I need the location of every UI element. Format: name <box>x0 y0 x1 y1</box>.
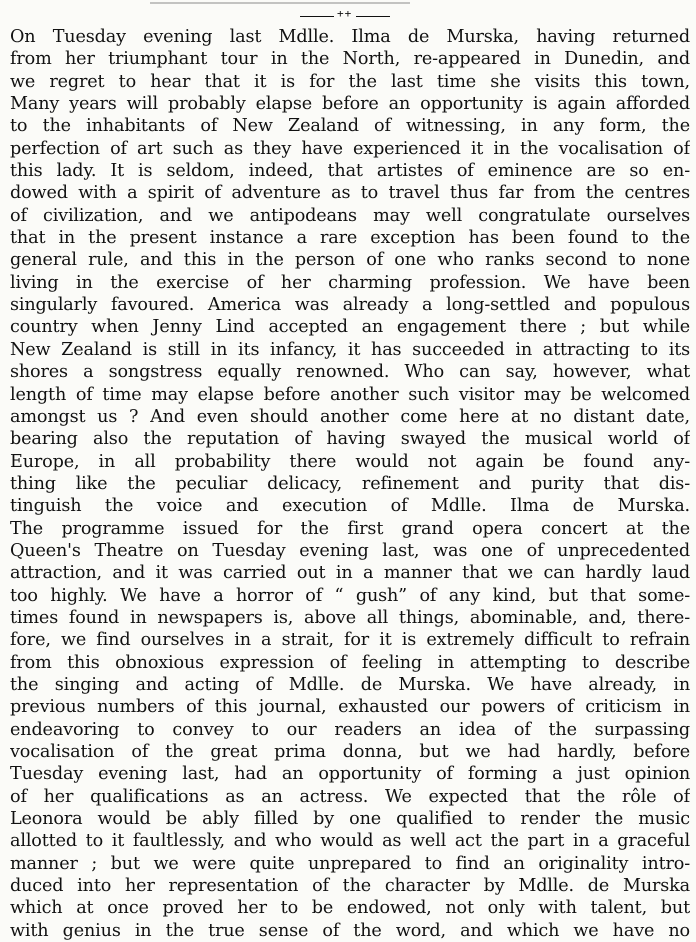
article-line: thing like the peculiar delicacy, refinement and purity that dis- <box>10 473 690 494</box>
article-line: of civilization, and we antipodeans may well congratulate ourselves <box>10 205 690 226</box>
article-line: singularly favoured. America was already a long-settled and populous <box>10 295 690 316</box>
article-line: times found in newspapers is, above all things, abominable, and, there- <box>10 607 690 628</box>
article-line: perfection of art such as they have experienced it in the vocalisation of <box>10 138 690 159</box>
article-line: vocalisation of the great prima donna, but we had hardly, before <box>10 742 690 762</box>
section-ornament <box>300 7 390 22</box>
article-line: dowed with a spirit of adventure as to travel thus far from the centres <box>10 183 690 204</box>
ornament-rule-left <box>300 16 334 17</box>
article-line: living in the exercise of her charming profession. We have been <box>10 272 690 293</box>
article-line: shores a songstress equally renowned. Who can say, however, what <box>10 362 690 383</box>
article-line: which at once proved her to be endowed, not only with talent, but <box>10 898 690 919</box>
article-line: country when Jenny Lind accepted an engagement there ; but while <box>10 317 690 338</box>
article-line: Europe, in all probability there would not again be found any- <box>10 451 690 472</box>
article-line: bearing also the reputation of having swayed the musical world of <box>10 429 690 450</box>
article-line: attraction, and it was carried out in a manner that we can hardly laud <box>10 563 690 584</box>
article-line: too highly. We have a horror of “ gush” of any kind, but that some- <box>10 585 690 606</box>
article-line: the singing and acting of Mdlle. de Murska. We have already, in <box>10 674 690 695</box>
article-line: The programme issued for the first grand opera concert at the <box>10 518 690 539</box>
article-line: allotted to it faultlessly, and who would as well act the part in a graceful <box>10 831 690 852</box>
article-line: manner ; but we were quite unprepared to find an originality intro- <box>10 853 690 874</box>
article-line: with genius in the true sense of the word, and which we have no <box>10 920 690 941</box>
article-line: to the inhabitants of New Zealand of witnessing, in any form, the <box>10 116 690 137</box>
article-line: fore, we find ourselves in a strait, for it is extremely difficult to refrain <box>10 630 690 651</box>
article-body <box>0 26 696 941</box>
article-line: Tuesday evening last, had an opportunity of forming a just opinion <box>10 764 690 785</box>
article-line: New Zealand is still in its infancy, it has succeeded in attracting to its <box>10 339 690 360</box>
ornament-rule-right <box>356 16 390 17</box>
article-line: from her triumphant tour in the North, re-appeared in Dunedin, and <box>10 49 690 70</box>
article-line: from this obnoxious expression of feeling in attempting to describe <box>10 652 690 673</box>
article-line: general rule, and this in the person of one who ranks second to none <box>10 250 690 271</box>
article-line: Many years will probably elapse before an opportunity is again afforded <box>10 94 690 115</box>
article-line: Leonora would be ably filled by one qualified to render the music <box>10 809 690 830</box>
article-line: we regret to hear that it is for the last time she visits this town, <box>10 71 690 92</box>
ornament-mark: ++ <box>337 7 353 20</box>
article-line: previous numbers of this journal, exhausted our powers of criticism in <box>10 697 690 718</box>
article-line: Queen's Theatre on Tuesday evening last, was one of unprecedented <box>10 540 690 561</box>
article-line: duced into her representation of the character by Mdlle. de Murska <box>10 876 690 897</box>
article-line: of her qualifications as an actress. We expected that the rôle of <box>10 786 690 807</box>
article-line: this lady. It is seldom, indeed, that artistes of eminence are so en- <box>10 161 690 182</box>
article-line: that in the present instance a rare exception has been found to the <box>10 228 690 249</box>
cropped-header-rule <box>150 0 410 4</box>
article-line: tinguish the voice and execution of Mdlle. Ilma de Murska. <box>10 496 690 517</box>
article-line: On Tuesday evening last Mdlle. Ilma de Murska, having returned <box>10 27 690 47</box>
article-line: amongst us ? And even should another come here at no distant date, <box>10 406 690 427</box>
article-line: endeavoring to convey to our readers an idea of the surpassing <box>10 719 690 740</box>
article-line: length of time may elapse before another such visitor may be welcomed <box>10 384 690 405</box>
